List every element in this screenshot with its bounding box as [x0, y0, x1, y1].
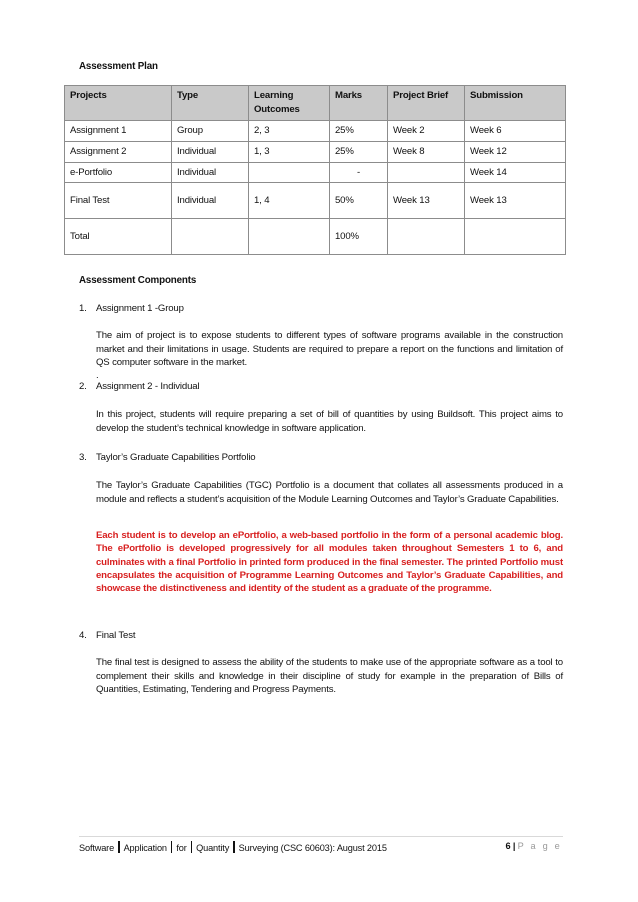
cell-type: Group [172, 121, 249, 142]
cell-project: Total [65, 219, 172, 255]
column-header-type: Type [172, 86, 249, 121]
cell-submission: Week 13 [465, 183, 566, 219]
page-number [505, 841, 562, 851]
table-row-total [65, 219, 566, 255]
cell-marks: 25% [330, 142, 388, 163]
assessment-plan-heading: Assessment Plan [79, 61, 158, 72]
cell-marks: 25% [330, 121, 388, 142]
footer-course-info [79, 841, 387, 853]
page-number-separator: | [512, 841, 516, 851]
cell-outcomes: 1, 3 [249, 142, 330, 163]
cell-project: Final Test [65, 183, 172, 219]
page-word: P a g e [517, 841, 562, 851]
item-title-assignment-2: Assignment 2 - Individual [96, 381, 200, 392]
footer-word: Application [123, 843, 167, 853]
footer-separator [118, 841, 120, 853]
cell-submission [465, 219, 566, 255]
cell-submission: Week 12 [465, 142, 566, 163]
column-header-learning-outcomes: Learning Outcomes [249, 86, 330, 121]
cell-project: e-Portfolio [65, 163, 172, 183]
footer-word: for [176, 843, 187, 853]
stray-period: . [96, 370, 99, 381]
item-number: 4. [79, 630, 87, 641]
table-header-row [65, 86, 566, 121]
column-header-submission: Submission [465, 86, 566, 121]
cell-marks: - [330, 163, 388, 183]
assessment-plan-table [64, 85, 566, 255]
item-description-final-test: The final test is designed to assess the ability of the students to make use of the appropriate software as a tool to complement their skills and knowledge in their discipline of study for example in the preparation of Bills of Quantities, Estimating, Tendering and Progress Payments. [96, 657, 563, 696]
footer-separator [233, 841, 235, 853]
item-description-tgc-portfolio: The Taylor’s Graduate Capabilities (TGC) Portfolio is a document that collates all assessments produced in a module and reflects a student’s acquisition of the Module Learning Outcomes and Taylor’s Graduate Capabilities. [96, 480, 563, 505]
footer-word: Quantity [196, 843, 230, 853]
footer-separator [191, 841, 193, 853]
cell-project: Assignment 1 [65, 121, 172, 142]
cell-marks: 50% [330, 183, 388, 219]
table-row [65, 183, 566, 219]
cell-brief [388, 163, 465, 183]
cell-submission: Week 6 [465, 121, 566, 142]
table-row [65, 121, 566, 142]
item-title-tgc-portfolio: Taylor’s Graduate Capabilities Portfolio [96, 452, 256, 463]
cell-outcomes [249, 219, 330, 255]
column-header-project-brief: Project Brief [388, 86, 465, 121]
item-number: 1. [79, 303, 87, 314]
cell-outcomes: 2, 3 [249, 121, 330, 142]
item-number: 2. [79, 381, 87, 392]
column-header-projects: Projects [65, 86, 172, 121]
item-number: 3. [79, 452, 87, 463]
footer-separator [171, 841, 173, 853]
item-description-assignment-1: The aim of project is to expose students to different types of software programs available in the construction market and their limitations in usage. Students are required to prepare a report on the functions and limitation of QS computer software in the market. [96, 330, 563, 369]
footer-divider [79, 836, 563, 837]
cell-brief: Week 8 [388, 142, 465, 163]
item-title-assignment-1: Assignment 1 -Group [96, 303, 184, 314]
eportfolio-highlight-note: Each student is to develop an ePortfolio, a web-based portfolio in the form of a personal academic blog. The ePortfolio is developed progressively for all modules taken throughout Semesters 1 to 6, and culminates with a final Portfolio in printed form produced in the final semester. The printed Portfolio must encapsulates the acquisition of Programme Learning Outcomes and Taylor’s Graduate Capabilities, and showcase the distinctiveness and identity of the student as a graduate of the programme. [96, 530, 563, 595]
footer-word: Software [79, 843, 115, 853]
cell-project: Assignment 2 [65, 142, 172, 163]
table-row [65, 163, 566, 183]
cell-brief: Week 13 [388, 183, 465, 219]
page-number-value: 6 [505, 841, 511, 851]
cell-submission: Week 14 [465, 163, 566, 183]
cell-type: Individual [172, 183, 249, 219]
column-header-marks: Marks [330, 86, 388, 121]
item-description-assignment-2: In this project, students will require preparing a set of bill of quantities by using Buildsoft. This project aims to develop the student’s technical knowledge in software application. [96, 409, 563, 434]
item-title-final-test: Final Test [96, 630, 136, 641]
cell-brief: Week 2 [388, 121, 465, 142]
table-row [65, 142, 566, 163]
cell-outcomes: 1, 4 [249, 183, 330, 219]
cell-type: Individual [172, 163, 249, 183]
footer-word: Surveying (CSC 60603): August 2015 [238, 843, 387, 853]
cell-type: Individual [172, 142, 249, 163]
cell-brief [388, 219, 465, 255]
cell-marks: 100% [330, 219, 388, 255]
assessment-components-heading: Assessment Components [79, 275, 197, 286]
cell-type [172, 219, 249, 255]
cell-outcomes [249, 163, 330, 183]
